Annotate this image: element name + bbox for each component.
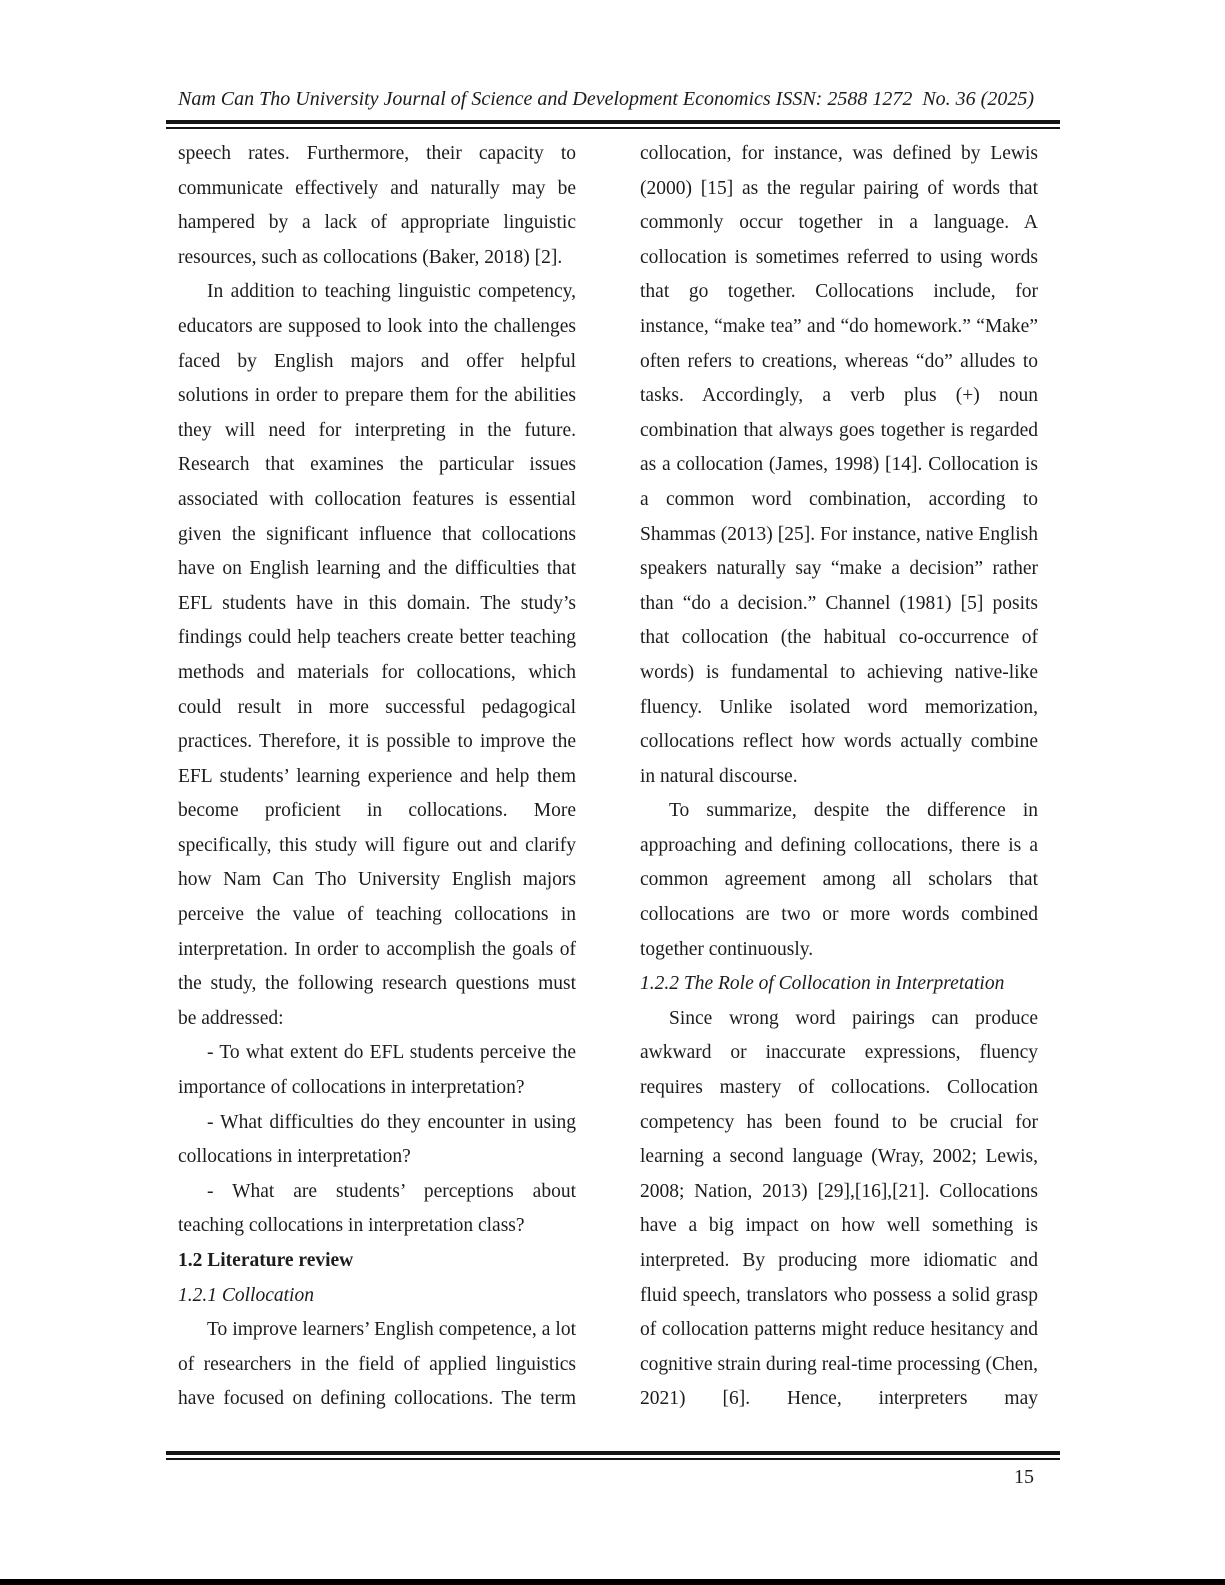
section-heading: 1.2 Literature review xyxy=(178,1250,354,1271)
research-question: - What are students’ perceptions about teaching collocations in interpretation class? xyxy=(178,1180,576,1237)
subsection-heading: 1.2.2 The Role of Collocation in Interpretation xyxy=(640,973,1005,995)
research-question: - To what extent do EFL students perceive the importance of collocations in interpretation? xyxy=(178,1042,576,1099)
article-body xyxy=(178,137,1038,1439)
paragraph: In addition to teaching linguistic competency, educators are supposed to look into the challenges faced by English majors and offer helpful solutions in order to prepare them for the abilities they will need for interpreting in the future. Research that examines the particular issues associated with collocation features is essential given the significant influence that collocations have on English learning and the difficulties that EFL students have in this domain. The study’s findings could help teachers create better teaching methods and materials for collocations, which could result in more successful pedagogical practices. Therefore, it is possible to improve the EFL students’ learning experience and help them become proficient in collocations. More specifically, this study will figure out and clarify how Nam Can Tho University English majors perceive the value of teaching collocations in interpretation. In order to accomplish the goals of the study, the following research questions must be addressed: xyxy=(178,281,576,1029)
page-header xyxy=(166,88,1060,111)
paragraph: speech rates. Furthermore, their capacity to communicate effectively and naturally may be hampered by a lack of appropriate linguistic resources, such as collocations (Baker, 2018) [2]. xyxy=(178,143,576,268)
right-column xyxy=(640,137,1038,1439)
paragraph: To improve learners’ English competence, a lot of researchers in the field of applied linguistics have focused on defining collocations. The term xyxy=(178,1319,576,1410)
header-rule xyxy=(166,120,1060,129)
paragraph: collocation, for instance, was defined by Lewis (2000) [15] as the regular pairing of words that commonly occur together in a language. A collocation is sometimes referred to using words that go together. Collocations include, for instance, “make tea” and “do homework.” “Make” often refers to creations, whereas “do” alludes to tasks. Accordingly, a verb plus (+) noun combination that always goes together is regarded as a collocation (James, 1998) [14]. Collocation is a common word combination, according to Shammas (2013) [25]. For instance, native English speakers naturally say “make a decision” rather than “do a decision.” Channel (1981) [5] posits that collocation (the habitual co-occurrence of words) is fundamental to achieving native-like fluency. Unlike isolated word memorization, collocations reflect how words actually combine in natural discourse. xyxy=(640,143,1038,787)
paragraph: To summarize, despite the difference in approaching and defining collocations, there is a common agreement among all scholars that collocations are two or more words combined together continuously. xyxy=(640,800,1038,960)
issn-number: ISSN: 2588 1272 No. 36 (2025) xyxy=(775,88,1034,110)
page-number: 15 xyxy=(1014,1466,1034,1488)
footer-rule xyxy=(166,1451,1060,1460)
research-question: - What difficulties do they encounter in using collocations in interpretation? xyxy=(178,1111,576,1168)
journal-title: Nam Can Tho University Journal of Science and Development Economics xyxy=(178,88,771,110)
subsection-heading: 1.2.1 Collocation xyxy=(178,1284,314,1306)
left-column xyxy=(178,137,576,1439)
page-bottom-edge xyxy=(0,1579,1225,1585)
paragraph: Since wrong word pairings can produce awkward or inaccurate expressions, fluency requires mastery of collocations. Collocation competency has been found to be crucial for learning a second language (Wray, 2002; Lewis, 2008; Nation, 2013) [29],[16],[21]. Collocations have a big impact on how well something is interpreted. By producing more idiomatic and fluid speech, translators who possess a solid grasp of collocation patterns might reduce hesitancy and cognitive strain during real-time processing (Chen, 2021) [6]. Hence, interpreters may xyxy=(640,1007,1038,1410)
